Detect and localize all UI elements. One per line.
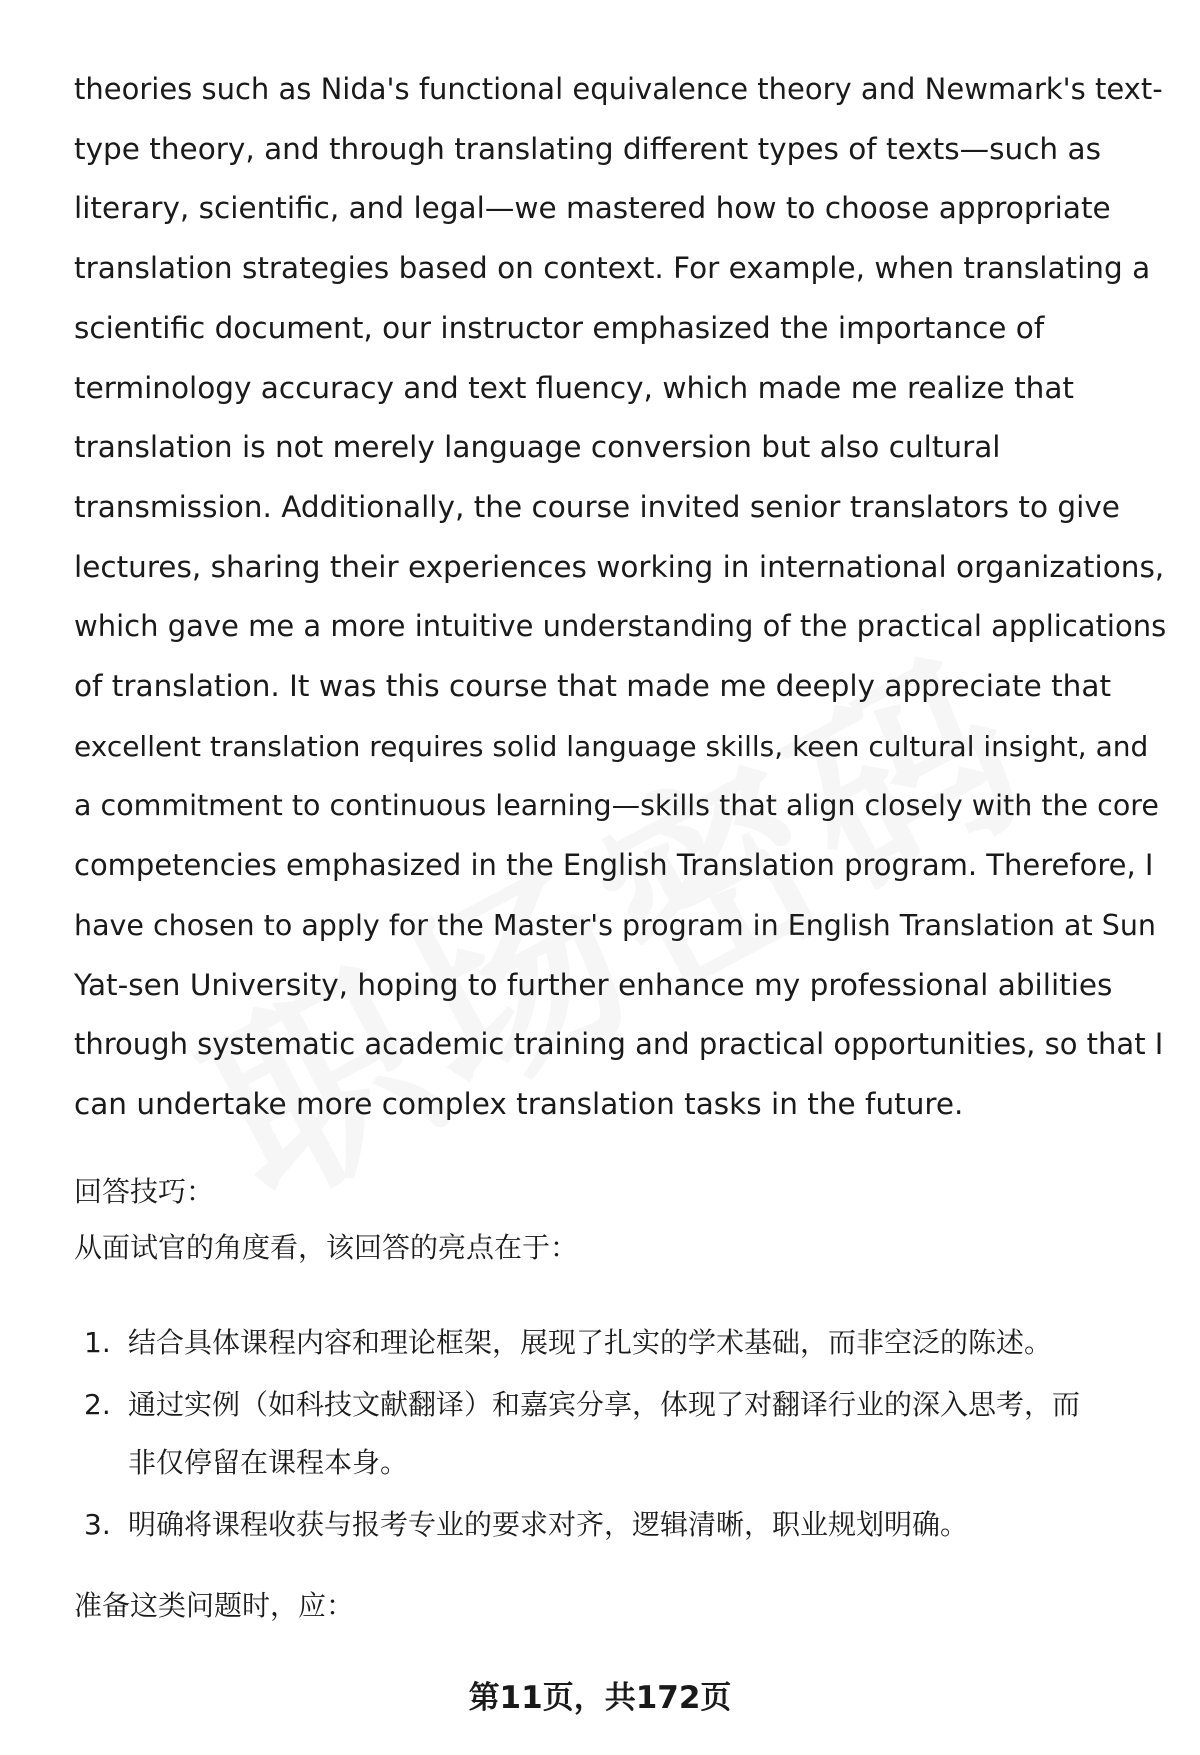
body-line: transmission. Additionally, the course invited senior translators to give: [74, 489, 1120, 524]
list-number: 2.: [84, 1388, 111, 1421]
page-number: 第11页，共172页: [468, 1680, 732, 1716]
list-item-text: 结合具体课程内容和理论框架，展现了扎实的学术基础，而非空泛的陈述。: [128, 1326, 1053, 1359]
body-line: competencies emphasized in the English Translation program. Therefore, I: [74, 848, 1154, 883]
body-line: which gave me a more intuitive understanding of the practical applications: [74, 609, 1167, 644]
body-line: theories such as Nida's functional equivalence theory and Newmark's text-: [74, 72, 1163, 106]
body-line: Yat-sen University, hoping to further enhance my professional abilities: [74, 967, 1113, 1002]
list-item: [74, 1376, 1166, 1492]
body-line: excellent translation requires solid language skills, keen cultural insight, and: [74, 729, 1149, 763]
body-line: type theory, and through translating different types of texts—such as: [74, 131, 1101, 166]
tips-list: [74, 1314, 1166, 1558]
body-line: translation strategies based on context. For example, when translating a: [74, 251, 1151, 286]
body-line: have chosen to apply for the Master's program in English Translation at Sun: [74, 908, 1156, 942]
body-line: lectures, sharing their experiences working in international organizations,: [74, 549, 1165, 584]
prepare-heading: 准备这类问题时，应：: [74, 1589, 355, 1622]
list-item-text: 明确将课程收获与报考专业的要求对齐，逻辑清晰，职业规划明确。: [128, 1508, 969, 1541]
body-line: scientific document, our instructor emphasized the importance of: [74, 310, 1045, 345]
body-line: of translation. It was this course that made me deeply appreciate that: [74, 669, 1112, 704]
body-line: translation is not merely language conversion but also cultural: [74, 430, 1001, 465]
body-line: a commitment to continuous learning—skills that align closely with the core: [74, 789, 1159, 823]
list-item-text: 非仅停留在课程本身。: [128, 1446, 409, 1479]
body-line: can undertake more complex translation tasks in the future.: [74, 1086, 964, 1121]
tips-intro: 从面试官的角度看，该回答的亮点在于：: [74, 1231, 579, 1264]
body-line: literary, scientific, and legal—we mastered how to choose appropriate: [74, 191, 1111, 226]
list-item-text: 通过实例（如科技文献翻译）和嘉宾分享，体现了对翻译行业的深入思考，而: [128, 1388, 1081, 1421]
body-line: through systematic academic training and practical opportunities, so that I: [74, 1027, 1164, 1062]
body-paragraph: [74, 60, 1166, 1135]
list-number: 1.: [84, 1326, 111, 1359]
body-line: terminology accuracy and text fluency, which made me realize that: [74, 370, 1074, 405]
list-item: [74, 1496, 1166, 1554]
list-number: 3.: [84, 1508, 111, 1541]
list-item: [74, 1314, 1166, 1372]
tips-heading: 回答技巧：: [74, 1175, 215, 1208]
